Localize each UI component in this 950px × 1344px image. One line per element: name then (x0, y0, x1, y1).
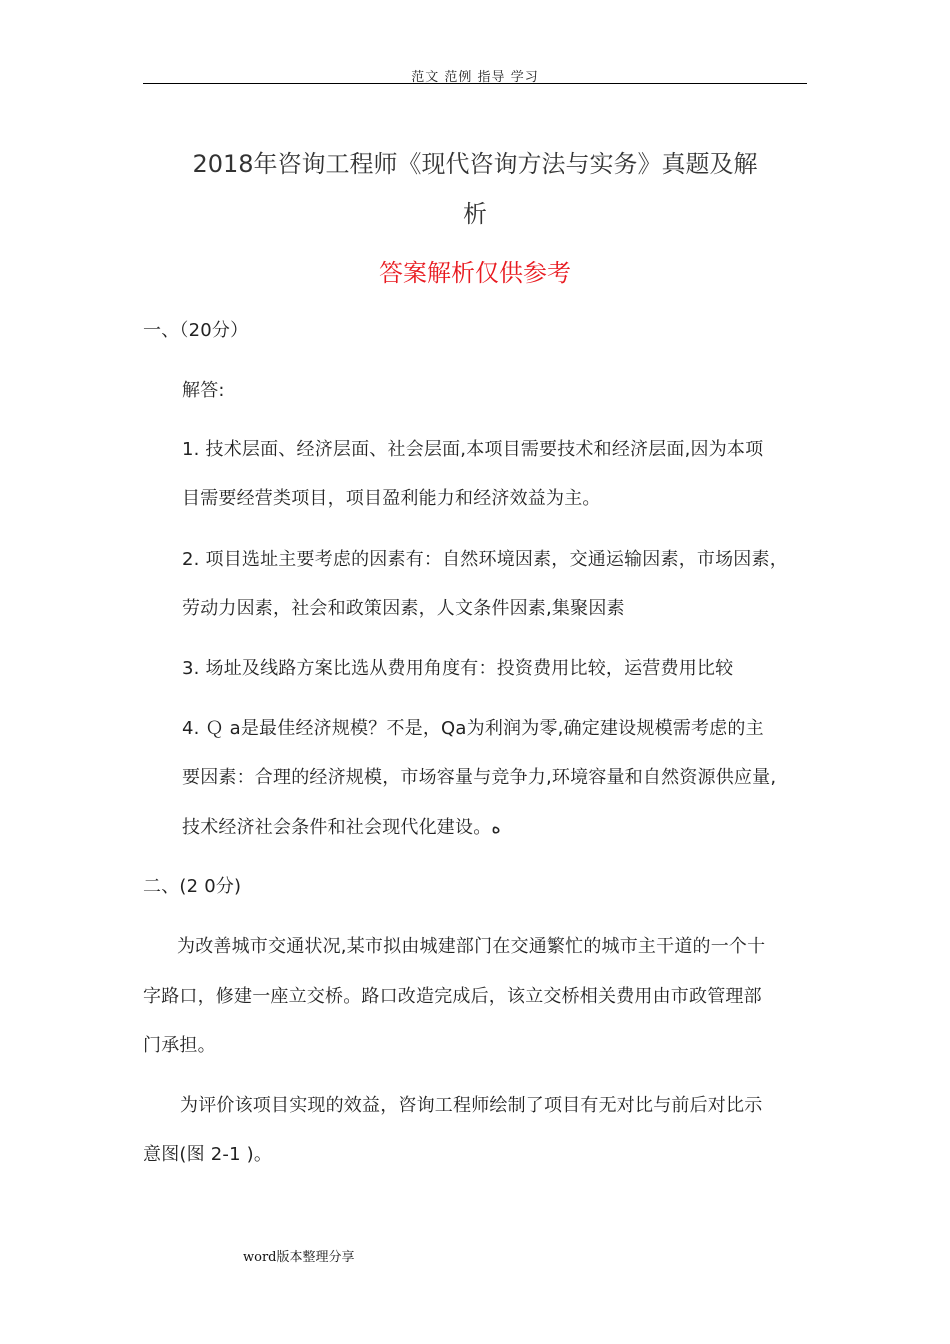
disclaimer-subtitle: 答案解析仅供参考 (379, 259, 571, 287)
document-title-line-1: 2018年咨询工程师《现代咨询方法与实务》真题及解 (192, 150, 758, 178)
header-divider (143, 83, 807, 84)
section-2-para-1-line-2: 字路口，修建一座立交桥。路口改造完成后，该立交桥相关费用由市政管理部 (143, 986, 762, 1007)
answer-4-line-2: 要因素：合理的经济规模，市场容量与竞争力,环境容量和自然资源供应量, (182, 767, 777, 788)
document-title-line-2: 析 (463, 200, 487, 228)
section-1-heading: 一、（20分） (143, 320, 249, 341)
page-footer: word版本整理分享 (243, 1250, 355, 1265)
section-2-para-2-line-2: 意图(图 2-1 )。 (143, 1144, 273, 1165)
section-2-para-2-line-1: 为评价该项目实现的效益，咨询工程师绘制了项目有无对比与前后对比示 (180, 1095, 763, 1116)
section-2-para-1-line-1: 为改善城市交通状况,某市拟由城建部门在交通繁忙的城市主干道的一个十 (177, 936, 766, 957)
answer-2-line-2: 劳动力因素，社会和政策因素，人文条件因素,集聚因素 (182, 598, 625, 619)
answer-3-line-1: 3. 场址及线路方案比选从费用角度有：投资费用比较，运营费用比较 (182, 658, 734, 679)
answer-4-line-3: 技术经济社会条件和社会现代化建设。ﻩ (182, 817, 501, 838)
section-2-heading: 二、(2 0分) (143, 876, 242, 897)
answer-4-line-1: 4. Ｑ a是最佳经济规模？不是，Qa为利润为零,确定建设规模需考虑的主 (182, 718, 764, 739)
answer-1-line-1: 1. 技术层面、经济层面、社会层面,本项目需要技术和经济层面,因为本项 (182, 439, 764, 460)
section-2-para-1-line-3: 门承担。 (143, 1035, 216, 1056)
answer-label: 解答: (182, 380, 225, 401)
answer-1-line-2: 目需要经营类项目，项目盈利能力和经济效益为主。 (182, 488, 601, 509)
page-header: 范文 范例 指导 学习 (411, 70, 539, 85)
answer-2-line-1: 2. 项目选址主要考虑的因素有：自然环境因素，交通运输因素，市场因素， (182, 549, 788, 570)
